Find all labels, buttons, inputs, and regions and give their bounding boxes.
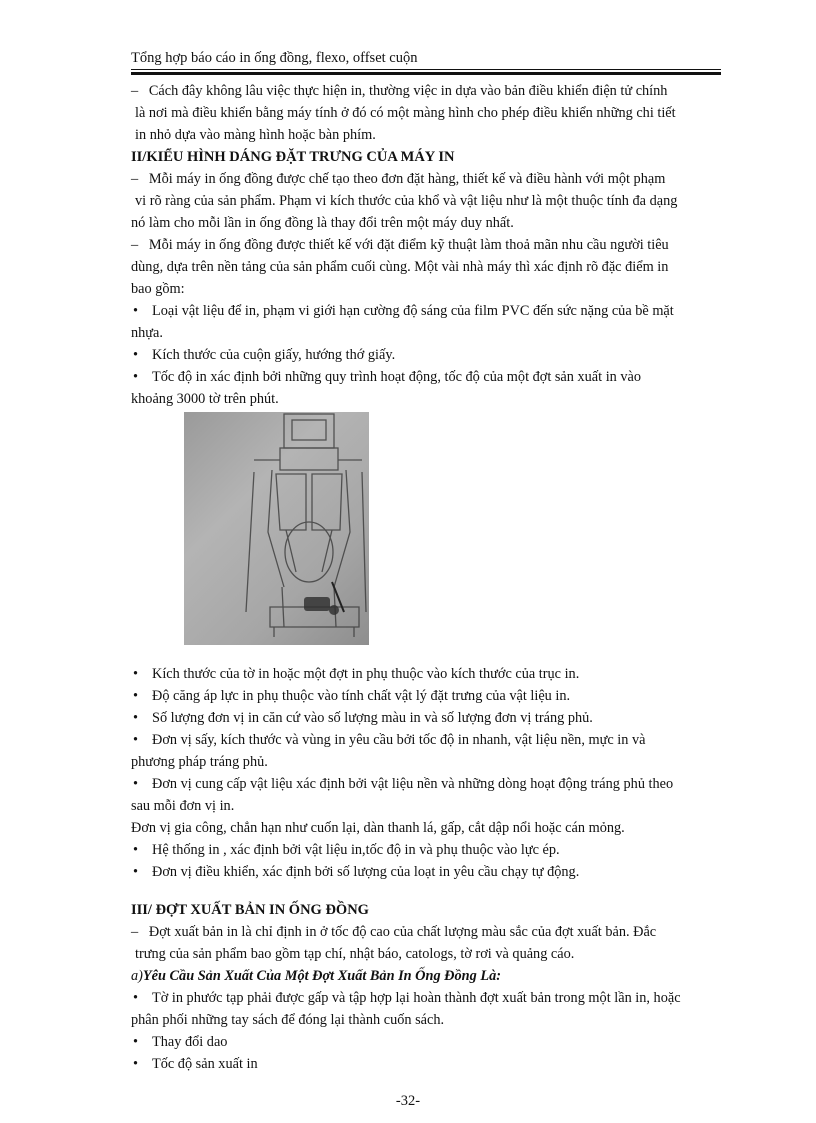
bullet-icon: • [133,732,139,748]
subheading-text: Yêu Cầu Sản Xuất Của Một Đợt Xuất Bản In Ống Đồng Là: [142,968,501,984]
header-rule-thin [131,69,721,70]
list-item-text: Hệ thống in , xác định bởi vật liệu in,tốc độ in và phụ thuộc vào lực ép. [152,842,560,858]
plain-paragraph: Đơn vị gia công, chẳn hạn như cuốn lại, dàn thanh lá, gấp, cắt dập nổi hoặc cán mỏng. [131,820,625,836]
section-3-heading: III/ ĐỢT XUẤT BẢN IN ỐNG ĐỒNG [131,902,369,918]
subheading-prefix: a) [131,968,143,984]
list-item-text: Loại vật liệu để in, phạm vi giới hạn cường độ sáng của film PVC đến sức nặng của bề mặt [152,303,674,319]
header-rule-thick [131,72,721,75]
para-line: dùng, dựa trên nền tảng của sản phẩm cuối cùng. Một vài nhà máy thì xác định rõ đặc điểm in [131,259,669,275]
list-item [131,1031,726,1053]
list-item-text: Độ căng áp lực in phụ thuộc vào tính chất vật lý đặt trưng của vật liệu in. [152,688,571,704]
list-item [131,1053,726,1075]
bullet-icon: • [133,842,139,858]
list-item-continuation: phương pháp tráng phủ. [131,754,268,770]
list-item-text: Thay đổi dao [152,1034,228,1050]
dash-marker: – [131,237,139,253]
list-item-text: Tốc độ in xác định bởi những quy trình hoạt động, tốc độ của một đợt sản xuất in vào [152,369,642,385]
bullet-icon: • [133,303,139,319]
list-item [131,685,726,707]
intro-line-1: Cách đây không lâu việc thực hiện in, thường việc in dựa vào bản điều khiển điện tử chính [148,83,668,99]
section-2-paragraph-2 [131,234,726,300]
list-item-text: Đơn vị cung cấp vật liệu xác định bởi vật liệu nền và những dòng hoạt động tráng phủ theo [152,776,674,792]
list-item-text: Kích thước của tờ in hoặc một đợt in phụ thuộc vào kích thước của trục in. [152,666,580,682]
list-item-text: Kích thước của cuộn giấy, hướng thớ giấy. [152,347,396,363]
list-item [131,344,726,366]
list-item [131,729,726,751]
list-item [131,861,726,883]
list-item [131,366,726,388]
para-line: Đợt xuất bản in là chỉ định in ở tốc độ cao của chất lượng màu sắc của đợt xuất bản. Đắc [148,924,657,940]
bullet-icon: • [133,776,139,792]
dash-marker: – [131,171,139,187]
section-2-heading: II/KIỂU HÌNH DÁNG ĐẶT TRƯNG CỦA MÁY IN [131,149,455,165]
list-item [131,773,726,795]
list-item-continuation: nhựa. [131,325,163,341]
bullet-icon: • [133,710,139,726]
list-item-text: Số lượng đơn vị in căn cứ vào số lượng màu in và số lượng đơn vị tráng phủ. [152,710,593,726]
printing-machine-photo [184,412,369,645]
list-item-text: Tốc độ sản xuất in [152,1056,258,1072]
section-3-paragraph-1 [131,921,726,965]
list-item-text: Đơn vị sấy, kích thước và vùng in yêu cầu bởi tốc độ in nhanh, vật liệu nền, mực in và [152,732,646,748]
dash-marker: – [131,924,139,940]
list-item [131,300,726,322]
para-line: trưng của sản phẩm bao gồm tạp chí, nhật báo, catologs, tờ rơi và quảng cáo. [135,946,575,962]
section-2-paragraph-1 [131,168,726,234]
list-item-continuation: khoảng 3000 tờ trên phút. [131,391,279,407]
para-line: Mỗi máy in ống đồng được chế tạo theo đơn đặt hàng, thiết kế và điều hành với một phạm [148,171,666,187]
intro-paragraph [131,80,726,146]
list-item-continuation: sau mỗi đơn vị in. [131,798,235,814]
intro-line-2: là nơi mà điều khiển bằng máy tính ở đó có một màng hình cho phép điều khiển những chi tiết [135,105,676,121]
bullet-icon: • [133,864,139,880]
bullet-icon: • [133,1056,139,1072]
page-body [131,80,726,1075]
para-line: vi rõ ràng của sản phẩm. Phạm vi kích thước của khổ và vật liệu như là một thuộc tính đa dạng [135,193,678,209]
para-line: bao gồm: [131,281,185,297]
machine-sketch-icon [184,412,369,645]
list-item [131,987,726,1009]
list-item [131,663,726,685]
list-item-text: Đơn vị điều khiển, xác định bởi số lượng của loạt in yêu cầu chạy tự động. [152,864,580,880]
dash-marker: – [131,83,139,99]
bullet-icon: • [133,347,139,363]
list-item [131,707,726,729]
list-item [131,839,726,861]
bullet-icon: • [133,688,139,704]
bullet-icon: • [133,369,139,385]
intro-line-3: in nhỏ dựa vào màng hình hoặc bàn phím. [135,127,376,143]
para-line: Mỗi máy in ống đồng được thiết kế với đặt điểm kỹ thuật làm thoả mãn nhu cầu người tiêu [148,237,669,253]
running-header: Tổng hợp báo cáo in ống đồng, flexo, offset cuộn [131,50,418,66]
spacer [131,883,726,899]
bullet-icon: • [133,990,139,1006]
section-3-subheading [131,965,726,987]
bullet-icon: • [133,1034,139,1050]
list-item-continuation: phân phối những tay sách để đóng lại thành cuốn sách. [131,1012,445,1028]
list-item-text: Tờ in phước tạp phải được gấp và tập hợp lại hoàn thành đợt xuất bản trong một lần in, hoặc [152,990,681,1006]
page-number: -32- [395,1093,421,1109]
bullet-icon: • [133,666,139,682]
para-line: nó làm cho mỗi lần in ống đồng là thay đổi trên một máy duy nhất. [131,215,514,231]
